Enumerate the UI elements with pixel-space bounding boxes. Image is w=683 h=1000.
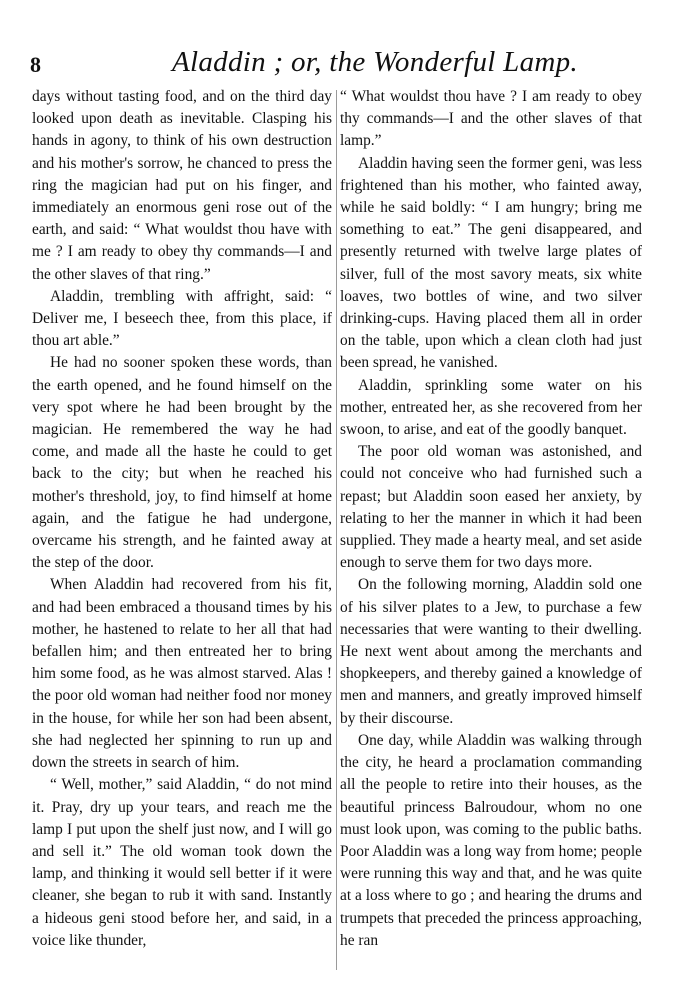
paragraph: He had no sooner spoken these words, than the earth opened, and he found himself on the very spot where he had been brought by the magician. He remembered the way he had come, and made all the haste he could to get back to the city; but when he reached his mother's threshold, joy, to find himself at home again, and the fatigue he had undergone, overcame his strength, and he fainted away at the step of the door.: [32, 354, 332, 572]
paragraph: When Aladdin had recovered from his fit, and had been embraced a thousand times by his mother, he hastened to relate to her all that had befallen him; and then entreated her to bring him some food, as he was almost starved. Alas ! the poor old woman had neither food nor money in the house, for while her son had been absent, she had neglected her spinning to run up and down the streets in search of him.: [32, 576, 332, 772]
paragraph: days without tasting food, and on the third day looked upon death as inevitable. Clasping his hands in agony, to think of his own destruction and his mother's sorrow, he chanced to press the ring the magician had put on his finger, and immediately an enormous geni rose out of the earth, and said: “ What wouldst thou have with me ? I am ready to obey thy commands—I and the other slaves of that ring.”: [32, 88, 332, 283]
paragraph: Aladdin having seen the former geni, was less frightened than his mother, who fainted away, while he said boldly: “ I am hungry; bring me something to eat.” The geni disappeared, and presently returned with twelve large plates of silver, full of the most savory meats, six white loaves, two bottles of wine, and two silver drinking-cups. Having placed them all in order on the table, upon which a clean cloth had just been spread, he vanished.: [340, 154, 642, 372]
paragraph: “ What wouldst thou have ? I am ready to obey thy commands—I and the other slaves of that lamp.”: [340, 88, 642, 150]
column-divider: [336, 90, 337, 970]
paragraph: Aladdin, trembling with affright, said: “ Deliver me, I beseech thee, from this place, if thou art able.”: [32, 287, 332, 350]
paragraph: “ Well, mother,” said Aladdin, “ do not mind it. Pray, dry up your tears, and reach me the lamp I put upon the shelf just now, and I will go and sell it.” The old woman took down the lamp, and thinking it would sell better if it were cleaner, she began to rub it with sand. Instantly a hideous geni stood before her, and said, in a voice like thunder,: [32, 776, 332, 949]
page-header: [24, 44, 644, 84]
paragraph: Aladdin, sprinkling some water on his mother, entreated her, as she recovered from her swoon, to arise, and eat of the goodly banquet.: [340, 376, 642, 439]
page-number: 8: [30, 52, 41, 77]
right-column: [340, 86, 642, 952]
running-title: Aladdin ; or, the Wonderful Lamp.: [172, 46, 578, 78]
left-column: [32, 86, 332, 952]
paragraph: On the following morning, Aladdin sold one of his silver plates to a Jew, to purchase a few necessaries that were wanting to their dwelling. He next went about among the merchants and shopkeepers, and thereby gained a knowledge of men and manners, and greatly improved himself by their discourse.: [340, 576, 642, 727]
paragraph: The poor old woman was astonished, and could not conceive who had furnished such a repast; but Aladdin soon eased her anxiety, by relating to her the manner in which it had been supplied. They made a hearty meal, and set aside enough to serve them for two days more.: [340, 443, 642, 572]
paragraph: One day, while Aladdin was walking through the city, he heard a proclamation commanding all the people to retire into their houses, as the beautiful princess Balroudour, whom no one must look upon, was coming to the public baths. Poor Aladdin was a long way from home; people were running this way and that, and he was quite at a loss where to go ; and hearing the drums and trumpets that preceded the princess approaching, he ran: [340, 731, 642, 949]
